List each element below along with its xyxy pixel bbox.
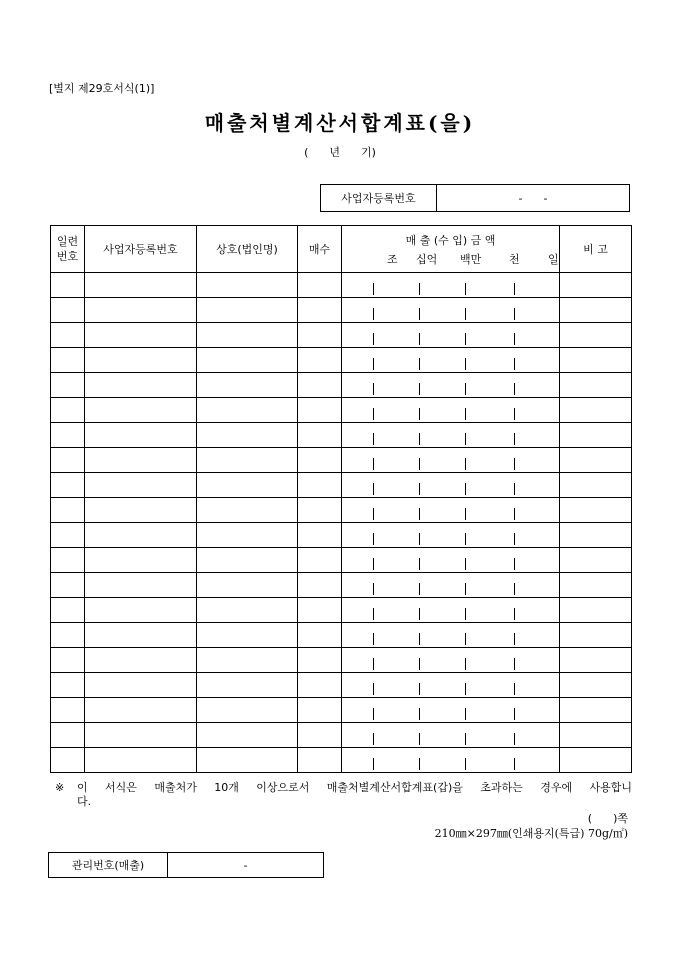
amount-divider [465, 408, 466, 420]
cell-reg-no[interactable] [85, 473, 197, 498]
amount-divider [514, 358, 515, 370]
header-amount-label: 매 출 (수 입) 금 액 [405, 234, 496, 247]
cell-serial[interactable] [51, 373, 85, 398]
cell-company[interactable] [197, 523, 298, 548]
cell-amount[interactable] [342, 573, 560, 598]
cell-remarks[interactable] [560, 473, 632, 498]
cell-serial[interactable] [51, 748, 85, 773]
cell-serial[interactable] [51, 573, 85, 598]
amount-divider [514, 283, 515, 295]
table-row [51, 398, 632, 423]
cell-serial[interactable] [51, 298, 85, 323]
amount-divider [514, 633, 515, 645]
amount-divider [373, 683, 374, 695]
amount-divider [465, 508, 466, 520]
cell-remarks[interactable] [560, 698, 632, 723]
cell-amount[interactable] [342, 298, 560, 323]
cell-remarks[interactable] [560, 273, 632, 298]
cell-reg-no[interactable] [85, 573, 197, 598]
cell-reg-no[interactable] [85, 623, 197, 648]
cell-amount[interactable] [342, 673, 560, 698]
cell-remarks[interactable] [560, 348, 632, 373]
cell-company[interactable] [197, 548, 298, 573]
amount-divider [514, 458, 515, 470]
cell-remarks[interactable] [560, 598, 632, 623]
amount-divider [373, 633, 374, 645]
amount-divider [514, 433, 515, 445]
cell-amount[interactable] [342, 548, 560, 573]
cell-serial[interactable] [51, 473, 85, 498]
cell-reg-no[interactable] [85, 373, 197, 398]
cell-remarks[interactable] [560, 573, 632, 598]
amount-divider [514, 733, 515, 745]
cell-remarks[interactable] [560, 673, 632, 698]
cell-count[interactable] [298, 473, 342, 498]
note-mark: ※ [55, 781, 65, 794]
table-row [51, 323, 632, 348]
cell-amount[interactable] [342, 648, 560, 673]
cell-reg-no[interactable] [85, 448, 197, 473]
table-row [51, 498, 632, 523]
table-row [51, 298, 632, 323]
cell-company[interactable] [197, 373, 298, 398]
cell-reg-no[interactable] [85, 673, 197, 698]
cell-serial[interactable] [51, 273, 85, 298]
cell-count[interactable] [298, 748, 342, 773]
amount-divider [514, 333, 515, 345]
cell-reg-no[interactable] [85, 748, 197, 773]
cell-company[interactable] [197, 473, 298, 498]
amount-divider [514, 308, 515, 320]
amount-divider [514, 758, 515, 770]
amount-divider [514, 508, 515, 520]
amount-divider [419, 658, 420, 670]
cell-amount[interactable] [342, 448, 560, 473]
cell-amount[interactable] [342, 348, 560, 373]
cell-remarks[interactable] [560, 323, 632, 348]
cell-amount[interactable] [342, 623, 560, 648]
cell-amount[interactable] [342, 723, 560, 748]
cell-remarks[interactable] [560, 623, 632, 648]
unit-sibeok: 십억 [416, 253, 438, 266]
amount-divider [373, 508, 374, 520]
amount-divider [419, 358, 420, 370]
cell-count[interactable] [298, 273, 342, 298]
table-row [51, 273, 632, 298]
amount-divider [514, 558, 515, 570]
amount-divider [419, 708, 420, 720]
amount-divider [373, 608, 374, 620]
amount-divider [419, 758, 420, 770]
cell-serial[interactable] [51, 623, 85, 648]
amount-divider [373, 408, 374, 420]
amount-divider [465, 633, 466, 645]
note-text-line1: 이 서식은 매출처가 10개 이상으로서 매출처별계산서합계표(갑)을 초과하는 경우에 사용합니 [77, 781, 632, 794]
amount-divider [373, 458, 374, 470]
form-number: [별지 제29호서식(1)] [49, 82, 155, 95]
cell-remarks[interactable] [560, 373, 632, 398]
sales-summary-table [50, 225, 632, 773]
amount-divider [419, 508, 420, 520]
cell-count[interactable] [298, 648, 342, 673]
amount-divider [419, 483, 420, 495]
cell-company[interactable] [197, 648, 298, 673]
cell-company[interactable] [197, 598, 298, 623]
table-row [51, 573, 632, 598]
management-box [48, 852, 324, 878]
amount-divider [419, 683, 420, 695]
amount-divider [373, 558, 374, 570]
amount-divider [465, 683, 466, 695]
cell-remarks[interactable] [560, 548, 632, 573]
cell-serial[interactable] [51, 548, 85, 573]
header-company: 상호(법인명) [197, 226, 298, 273]
amount-divider [514, 658, 515, 670]
cell-serial[interactable] [51, 498, 85, 523]
cell-serial[interactable] [51, 423, 85, 448]
cell-amount[interactable] [342, 423, 560, 448]
amount-divider [419, 308, 420, 320]
table-header-row [51, 226, 632, 273]
amount-divider [419, 733, 420, 745]
header-amount [342, 226, 560, 273]
amount-divider [514, 608, 515, 620]
cell-company[interactable] [197, 423, 298, 448]
cell-amount[interactable] [342, 698, 560, 723]
unit-jo: 조 [387, 253, 398, 266]
table-row [51, 473, 632, 498]
cell-count[interactable] [298, 698, 342, 723]
cell-count[interactable] [298, 298, 342, 323]
cell-reg-no[interactable] [85, 523, 197, 548]
cell-company[interactable] [197, 398, 298, 423]
amount-divider [465, 558, 466, 570]
cell-serial[interactable] [51, 523, 85, 548]
cell-amount[interactable] [342, 323, 560, 348]
cell-amount[interactable] [342, 473, 560, 498]
table-row [51, 623, 632, 648]
page-count: ( )쪽 [587, 812, 628, 825]
cell-serial[interactable] [51, 348, 85, 373]
amount-divider [514, 483, 515, 495]
amount-divider [465, 608, 466, 620]
cell-count[interactable] [298, 398, 342, 423]
amount-divider [373, 658, 374, 670]
header-serial-label: 일련 번호 [56, 235, 79, 263]
cell-reg-no[interactable] [85, 723, 197, 748]
amount-divider [419, 633, 420, 645]
amount-divider [465, 758, 466, 770]
unit-il: 일 [548, 253, 559, 266]
cell-remarks[interactable] [560, 398, 632, 423]
cell-reg-no[interactable] [85, 548, 197, 573]
cell-reg-no[interactable] [85, 398, 197, 423]
cell-remarks[interactable] [560, 648, 632, 673]
cell-reg-no[interactable] [85, 598, 197, 623]
cell-reg-no[interactable] [85, 498, 197, 523]
cell-company[interactable] [197, 723, 298, 748]
amount-divider [419, 408, 420, 420]
amount-divider [419, 433, 420, 445]
cell-count[interactable] [298, 573, 342, 598]
registration-box [320, 184, 630, 212]
amount-divider [465, 308, 466, 320]
amount-divider [373, 583, 374, 595]
header-reg-no: 사업자등록번호 [85, 226, 197, 273]
cell-serial[interactable] [51, 448, 85, 473]
amount-divider [514, 708, 515, 720]
amount-divider [419, 458, 420, 470]
cell-company[interactable] [197, 673, 298, 698]
cell-amount[interactable] [342, 398, 560, 423]
cell-remarks[interactable] [560, 448, 632, 473]
cell-serial[interactable] [51, 673, 85, 698]
table-row [51, 373, 632, 398]
amount-divider [373, 333, 374, 345]
cell-remarks[interactable] [560, 723, 632, 748]
amount-divider [373, 733, 374, 745]
amount-divider [465, 533, 466, 545]
unit-cheon: 천 [509, 253, 520, 266]
cell-serial[interactable] [51, 398, 85, 423]
amount-divider [514, 408, 515, 420]
amount-divider [373, 708, 374, 720]
amount-divider [419, 583, 420, 595]
cell-remarks[interactable] [560, 423, 632, 448]
cell-count[interactable] [298, 423, 342, 448]
management-field[interactable]: - [243, 858, 248, 872]
amount-divider [514, 383, 515, 395]
cell-count[interactable] [298, 323, 342, 348]
cell-remarks[interactable] [560, 748, 632, 773]
amount-divider [465, 383, 466, 395]
note-text-line2: 다. [77, 795, 92, 808]
amount-divider [465, 733, 466, 745]
cell-remarks[interactable] [560, 523, 632, 548]
cell-amount[interactable] [342, 373, 560, 398]
amount-divider [373, 533, 374, 545]
cell-count[interactable] [298, 673, 342, 698]
header-serial [51, 226, 85, 273]
cell-count[interactable] [298, 548, 342, 573]
cell-reg-no[interactable] [85, 348, 197, 373]
amount-divider [514, 583, 515, 595]
cell-count[interactable] [298, 448, 342, 473]
amount-divider [419, 608, 420, 620]
paper-spec: 210㎜×297㎜(인쇄용지(특급) 70g/㎡) [434, 827, 628, 840]
cell-count[interactable] [298, 348, 342, 373]
cell-company[interactable] [197, 623, 298, 648]
amount-divider [465, 358, 466, 370]
cell-company[interactable] [197, 298, 298, 323]
cell-serial[interactable] [51, 723, 85, 748]
amount-divider [514, 683, 515, 695]
unit-baekman: 백만 [460, 253, 482, 266]
amount-divider [465, 458, 466, 470]
amount-divider [373, 283, 374, 295]
cell-count[interactable] [298, 498, 342, 523]
cell-amount[interactable] [342, 498, 560, 523]
cell-reg-no[interactable] [85, 423, 197, 448]
cell-serial[interactable] [51, 323, 85, 348]
amount-divider [465, 283, 466, 295]
table-row [51, 673, 632, 698]
cell-company[interactable] [197, 748, 298, 773]
table-row [51, 748, 632, 773]
amount-divider [465, 483, 466, 495]
table-row [51, 523, 632, 548]
amount-divider [419, 333, 420, 345]
cell-company[interactable] [197, 323, 298, 348]
cell-reg-no[interactable] [85, 298, 197, 323]
cell-count[interactable] [298, 523, 342, 548]
cell-remarks[interactable] [560, 298, 632, 323]
amount-divider [373, 758, 374, 770]
table-row [51, 598, 632, 623]
table-row [51, 648, 632, 673]
cell-amount[interactable] [342, 598, 560, 623]
cell-company[interactable] [197, 698, 298, 723]
cell-company[interactable] [197, 498, 298, 523]
cell-company[interactable] [197, 273, 298, 298]
registration-field[interactable]: - - [518, 191, 548, 205]
cell-company[interactable] [197, 573, 298, 598]
amount-divider [419, 283, 420, 295]
amount-divider [373, 433, 374, 445]
header-remarks: 비 고 [560, 226, 632, 273]
cell-reg-no[interactable] [85, 648, 197, 673]
cell-count[interactable] [298, 373, 342, 398]
table-row [51, 698, 632, 723]
amount-divider [373, 383, 374, 395]
amount-divider [419, 558, 420, 570]
cell-count[interactable] [298, 623, 342, 648]
registration-label: 사업자등록번호 [321, 185, 437, 211]
header-count: 매수 [298, 226, 342, 273]
cell-amount[interactable] [342, 273, 560, 298]
table-row [51, 348, 632, 373]
cell-reg-no[interactable] [85, 273, 197, 298]
amount-divider [373, 308, 374, 320]
cell-amount[interactable] [342, 523, 560, 548]
amount-divider [373, 483, 374, 495]
table-row [51, 548, 632, 573]
cell-company[interactable] [197, 348, 298, 373]
cell-serial[interactable] [51, 598, 85, 623]
amount-divider [373, 358, 374, 370]
cell-count[interactable] [298, 723, 342, 748]
cell-count[interactable] [298, 598, 342, 623]
amount-divider [465, 708, 466, 720]
page-title: 매출처별계산서합계표(을) [204, 111, 476, 135]
cell-reg-no[interactable] [85, 698, 197, 723]
period-line: ( 년 기) [304, 146, 376, 159]
table-row [51, 423, 632, 448]
cell-serial[interactable] [51, 698, 85, 723]
amount-divider [465, 658, 466, 670]
amount-divider [465, 583, 466, 595]
table-row [51, 723, 632, 748]
amount-divider [465, 333, 466, 345]
amount-divider [419, 533, 420, 545]
cell-amount[interactable] [342, 748, 560, 773]
cell-remarks[interactable] [560, 498, 632, 523]
cell-reg-no[interactable] [85, 323, 197, 348]
amount-divider [514, 533, 515, 545]
table-row [51, 448, 632, 473]
cell-company[interactable] [197, 448, 298, 473]
management-label: 관리번호(매출) [49, 853, 168, 877]
cell-serial[interactable] [51, 648, 85, 673]
amount-divider [419, 383, 420, 395]
amount-divider [465, 433, 466, 445]
